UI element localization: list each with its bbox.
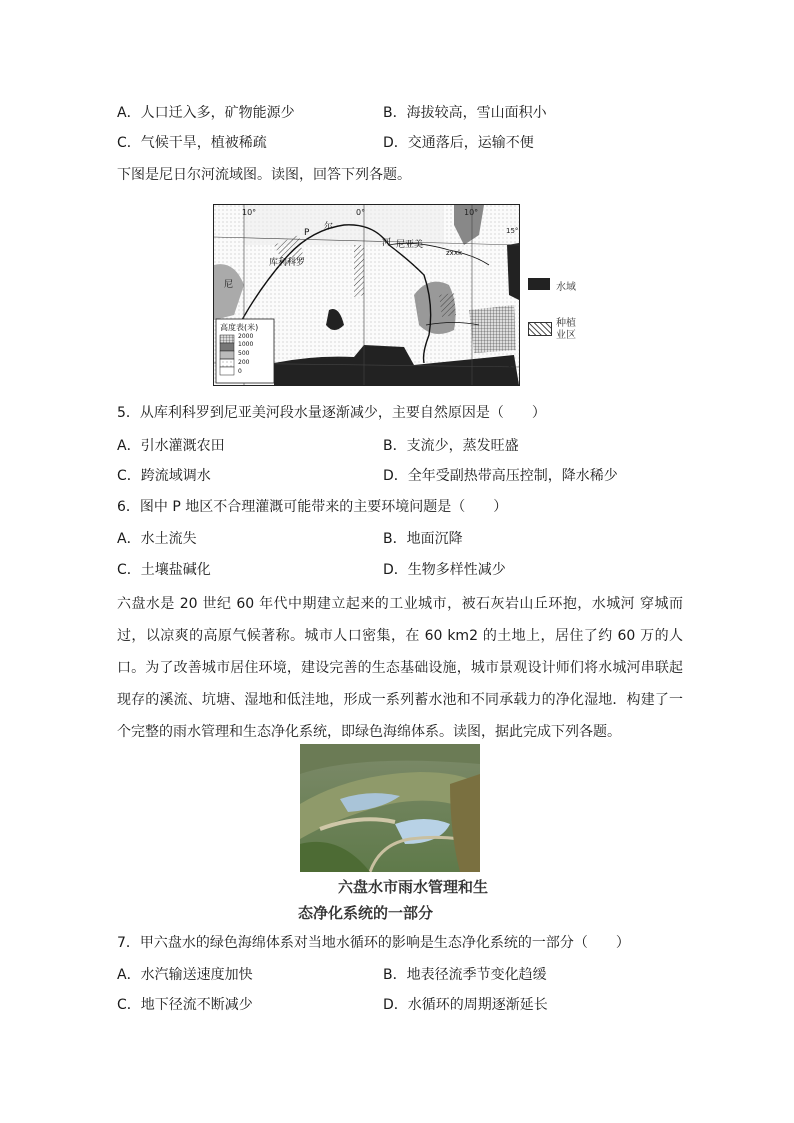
elev-500: 500	[238, 350, 250, 357]
q6-option-a: A．水土流失	[117, 531, 197, 547]
lat-label-15: 15°	[506, 227, 519, 235]
label-zxxk: zxxk	[446, 249, 463, 257]
q6-option-b: B．地面沉降	[383, 531, 463, 547]
q5-option-c: C．跨流域调水	[117, 468, 211, 484]
q4-option-c: C．气候干旱，植被稀疏	[117, 135, 267, 151]
label-er: 尔	[324, 222, 334, 232]
label-koulikoro: 库利科罗	[269, 258, 306, 268]
label-niamey: 尼亚美	[396, 240, 424, 250]
q4-option-a: A．人口迁入多，矿物能源少	[117, 105, 295, 121]
niger-map-graphic	[214, 205, 519, 385]
q5-stem: 5．从库利科罗到尼亚美河段水量逐渐减少，主要自然原因是（ ）	[117, 405, 546, 421]
photo-caption-line1: 六盘水市雨水管理和生	[338, 878, 489, 896]
q5-option-b: B．支流少，蒸发旺盛	[383, 438, 519, 454]
elev-200: 200	[238, 359, 250, 366]
q4-option-d: D．交通落后，运输不便	[383, 135, 534, 151]
label-he: 河	[382, 238, 392, 248]
q6-option-c: C．土壤盐碱化	[117, 562, 211, 578]
lon-label-1: 10°	[242, 208, 257, 217]
q7-option-b: B．地表径流季节变化趋缓	[383, 967, 547, 983]
niger-river-map	[213, 204, 520, 386]
elevation-legend-title: 高度表(米)	[220, 323, 259, 332]
q7-option-d: D．水循环的周期逐渐延长	[383, 997, 548, 1013]
legend-crop-swatch	[528, 322, 552, 336]
lon-label-3: 10°	[464, 208, 479, 217]
map-intro: 下图是尼日尔河流域图。读图，回答下列各题。	[117, 167, 411, 183]
q4-option-b: B．海拔较高，雪山面积小	[383, 105, 547, 121]
q7-option-c: C．地下径流不断减少	[117, 997, 253, 1013]
legend-water-swatch	[528, 278, 550, 290]
elev-2000: 2000	[238, 333, 254, 340]
q5-option-a: A．引水灌溉农田	[117, 438, 225, 454]
legend-crop-label: 种植业区	[556, 318, 576, 341]
wetland-photo	[300, 744, 480, 872]
q7-option-a: A．水汽输送速度加快	[117, 967, 253, 983]
lon-label-2: 0°	[356, 208, 366, 217]
photo-caption-line2: 态净化系统的一部分	[298, 904, 434, 922]
elev-0: 0	[238, 368, 242, 375]
q5-option-d: D．全年受副热带高压控制，降水稀少	[383, 468, 618, 484]
q7-stem: 7．甲六盘水的绿色海绵体系对当地水循环的影响是生态净化系统的一部分（ ）	[117, 935, 630, 951]
label-p: P	[304, 228, 310, 238]
q6-stem: 6．图中 P 地区不合理灌溉可能带来的主要环境问题是（ ）	[117, 499, 508, 515]
q6-option-d: D．生物多样性减少	[383, 562, 506, 578]
label-ni: 尼	[224, 280, 234, 290]
legend-water-label: 水域	[556, 282, 576, 293]
liupanshui-passage: 六盘水是 20 世纪 60 年代中期建立起来的工业城市，被石灰岩山丘环抱，水城河 穿城而过，以凉爽的高原气候著称。城市人口密集，在 60 km2 的土地上，居住了约 60 万的人口。为了改善城市居住环境，建设完善的生态基础设施，城市景观设计师们将水城河串联起现存的溪流、坑塘、湿地和低洼地，形成一系列蓄水池和不同承载力的净化湿地．构建了一个完整的雨水管理和生态净化系统，即绿色海绵体系。读图，据此完成下列各题。	[117, 596, 683, 740]
elev-1000: 1000	[238, 341, 254, 348]
lat-label-5: 5°	[508, 364, 516, 372]
